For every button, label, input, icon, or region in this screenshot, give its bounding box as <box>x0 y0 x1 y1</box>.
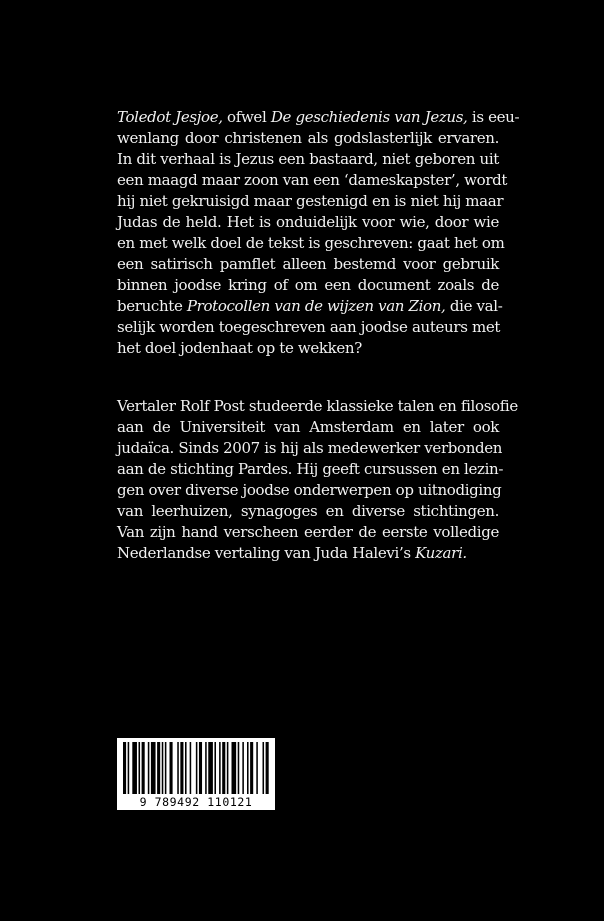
barcode-bar <box>157 742 160 794</box>
text-run: Judas de held. Het is onduidelijk voor wie, door wie <box>117 213 499 231</box>
barcode-bar <box>165 742 167 794</box>
text-line <box>117 233 505 254</box>
text-line <box>117 396 518 417</box>
barcode-bar <box>266 742 269 794</box>
italic-title: Protocollen van de wijzen van Zion, <box>186 297 446 315</box>
barcode-bar <box>185 742 187 794</box>
barcode-bar <box>219 742 221 794</box>
text-run: is eeu- <box>467 108 520 126</box>
text-run: Nederlandse vertaling van Juda Halevi’s <box>117 544 416 562</box>
text-line <box>117 417 499 438</box>
text-line <box>117 459 504 480</box>
barcode-bar <box>208 742 213 794</box>
barcode-bar <box>250 742 253 794</box>
text-line <box>117 275 499 296</box>
text-run: binnen joodse kring of om een document zoals de <box>117 276 499 294</box>
barcode-bar <box>205 742 207 794</box>
barcode-bar <box>238 742 240 794</box>
barcode-bar <box>162 742 164 794</box>
barcode-bar <box>256 742 258 794</box>
barcode-bar <box>128 742 130 794</box>
text-run: het doel jodenhaat op te wekken? <box>117 339 362 357</box>
text-run: ofwel <box>222 108 271 126</box>
barcode-bar <box>199 742 202 794</box>
barcode-bar <box>123 742 126 794</box>
barcode-bar <box>196 742 198 794</box>
text-line <box>117 338 499 359</box>
text-line <box>117 170 508 191</box>
text-line <box>117 149 499 170</box>
barcode-bar <box>148 742 150 794</box>
barcode-bar <box>180 742 183 794</box>
text-line <box>117 107 520 128</box>
italic-title: De geschiedenis van Jezus, <box>270 108 468 126</box>
text-run: en met welk doel de tekst is geschreven: gaat het om <box>117 234 505 252</box>
isbn-barcode <box>117 738 275 810</box>
text-line <box>117 480 502 501</box>
text-line <box>117 501 499 522</box>
text-line <box>117 254 499 275</box>
italic-title: Toledot Jesjoe, <box>117 108 223 126</box>
text-line <box>117 522 499 543</box>
text-run: een maagd maar zoon van een ‘dameskapster’, wordt <box>117 171 508 189</box>
barcode-bar <box>247 742 249 794</box>
barcode-bar <box>151 742 156 794</box>
barcode-bar <box>139 742 141 794</box>
barcode-bar <box>132 742 137 794</box>
barcode-bar <box>214 742 216 794</box>
text-run: hij niet gekruisigd maar gestenigd en is niet hij maar <box>117 192 504 210</box>
barcode-bar <box>177 742 179 794</box>
barcode-bar <box>263 742 265 794</box>
text-run: judaïca. Sinds 2007 is hij als medewerker verbonden <box>117 439 503 457</box>
text-run: aan de stichting Pardes. Hij geeft cursussen en lezin- <box>117 460 504 478</box>
isbn-number: 9 789492 110121 <box>139 795 253 809</box>
barcode-bar <box>232 742 237 794</box>
barcode-bar <box>170 742 173 794</box>
text-line <box>117 317 499 338</box>
translator-bio-paragraph <box>117 396 518 564</box>
text-run: gen over diverse joodse onderwerpen op uitnodiging <box>117 481 502 499</box>
text-run: In dit verhaal is Jezus een bastaard, niet geboren uit <box>117 150 499 168</box>
text-line <box>117 543 499 564</box>
text-line <box>117 191 504 212</box>
text-run: beruchte <box>117 297 187 315</box>
text-run: een satirisch pamflet alleen bestemd voor gebruik <box>117 255 499 273</box>
italic-title: Kuzari. <box>415 544 467 562</box>
text-line <box>117 128 499 149</box>
synopsis-paragraph <box>117 107 520 359</box>
text-run: wenlang door christenen als godslasterlijk ervaren. <box>117 129 499 147</box>
text-line <box>117 438 503 459</box>
text-run: selijk worden toegeschreven aan joodse auteurs met <box>117 318 501 336</box>
text-line <box>117 212 499 233</box>
text-run: aan de Universiteit van Amsterdam en later ook <box>117 418 499 436</box>
barcode-bar <box>242 742 244 794</box>
text-run: die val- <box>445 297 503 315</box>
barcode-bar <box>142 742 145 794</box>
text-line <box>117 296 503 317</box>
barcode-bar <box>222 742 225 794</box>
text-run: Van zijn hand verscheen eerder de eerste volledige <box>117 523 499 541</box>
barcode-bar <box>227 742 229 794</box>
barcode-bar <box>190 742 192 794</box>
text-run: Vertaler Rolf Post studeerde klassieke talen en filosofie <box>117 397 518 415</box>
text-run: van leerhuizen, synagoges en diverse stichtingen. <box>117 502 499 520</box>
